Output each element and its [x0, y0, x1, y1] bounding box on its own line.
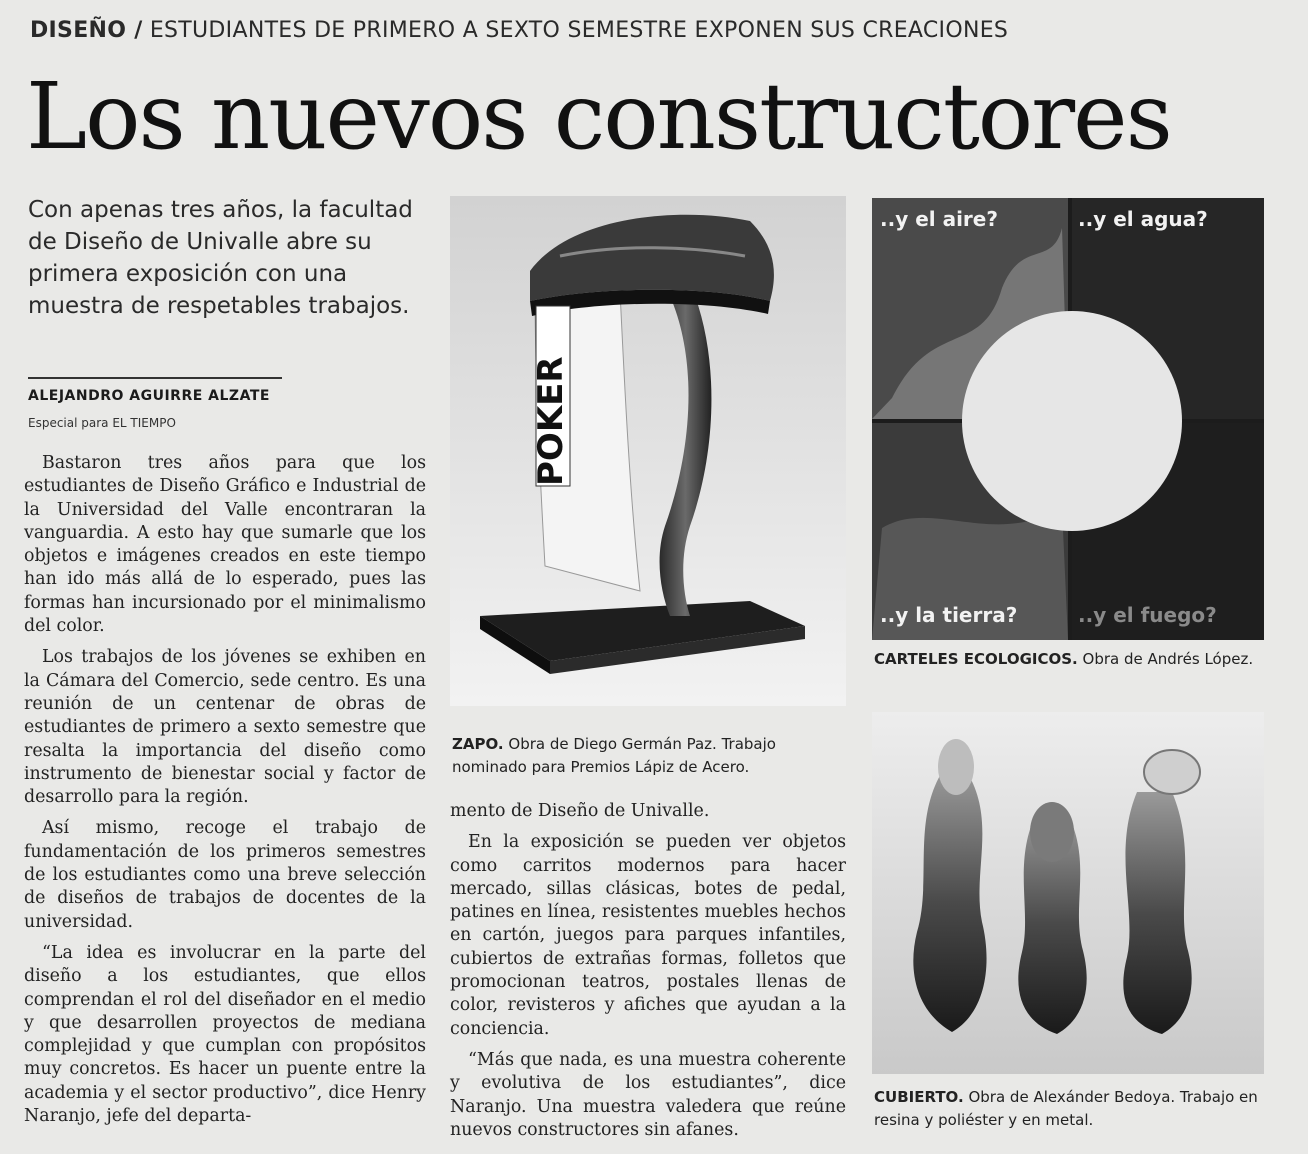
kicker-text: ESTUDIANTES DE PRIMERO A SEXTO SEMESTRE EXPONEN SUS CREACIONES — [149, 18, 1009, 43]
poker-word: POKER — [531, 356, 571, 486]
caption-label: CARTELES ECOLOGICOS. — [874, 650, 1078, 668]
body-column-2 — [450, 800, 846, 1150]
caption-carteles — [874, 648, 1264, 671]
zapo-photo — [450, 196, 846, 706]
caption-label: ZAPO. — [452, 735, 504, 753]
caption-zapo — [452, 733, 844, 779]
poster-q3: ..y la tierra? — [880, 603, 1018, 627]
caption-cubierto — [874, 1086, 1264, 1132]
lede: Con apenas tres años, la facultad de Diseño de Univalle abre su primera exposición con una muestra de respetables trabajos. — [28, 197, 413, 319]
cubierto-photo — [872, 712, 1264, 1074]
byline-credit: Especial para EL TIEMPO — [28, 416, 176, 430]
poster-q4: ..y el fuego? — [1078, 603, 1217, 627]
headline: Los nuevos constructores — [26, 63, 1171, 170]
poster-q1: ..y el aire? — [880, 207, 998, 231]
paragraph: En la exposición se pueden ver objetos como carritos modernos para hacer mercado, sillas clásicas, botes de pedal, patines en línea, resistentes muebles hechos en cartón, juegos para parques infantiles, cubiertos de extrañas formas, folletos que promocionan teatros, postales llenas de color, revisteros y afiches que ayudan a la conciencia. — [450, 832, 846, 1039]
section-kicker — [30, 18, 1008, 43]
caption-text: Obra de Diego Germán Paz. Trabajo nominado para Premios Lápiz de Acero. — [452, 735, 776, 776]
paragraph: Así mismo, recoge el trabajo de fundamentación de los primeros semestres de los estudiantes como una breve selección de diseños de trabajos de docentes de la universidad. — [24, 818, 426, 932]
paragraph: mento de Diseño de Univalle. — [450, 801, 710, 821]
zapo-illustration — [450, 196, 846, 706]
paragraph: “La idea es involucrar en la parte del diseño a los estudiantes, que ellos comprendan el rol del diseñador en el medio y que desarrollen proyectos de mediana complejidad y que cumplan con propósitos muy concretos. Es hacer un puente entre la academia y el sector productivo”, dice Henry Naranjo, jefe del departa- — [24, 942, 426, 1127]
paragraph: Bastaron tres años para que los estudiantes de Diseño Gráfico e Industrial de la Universidad del Valle encontraran la vanguardia. A esto hay que sumarle que los objetos e imágenes creados en este tiempo han ido más allá de lo esperado, pues las formas han incursionado por el minimalismo del color. — [24, 453, 426, 637]
caption-text: Obra de Andrés López. — [1082, 650, 1254, 668]
caption-text: Obra de Alexánder Bedoya. Trabajo en resina y poliéster y en metal. — [874, 1088, 1258, 1129]
paragraph: Los trabajos de los jóvenes se exhiben en la Cámara del Comercio, sede centro. Es una reunión de un centenar de obras de estudiantes de primero a sexto semestre que resalta la importancia del diseño como instrumento de bienestar social y factor de desarrollo para la región. — [24, 647, 426, 808]
kicker-section: DISEÑO / — [30, 18, 143, 43]
poster-q2: ..y el agua? — [1078, 207, 1208, 231]
carteles-photo — [872, 198, 1264, 640]
body-column-1 — [24, 452, 426, 1136]
carteles-illustration — [872, 198, 1264, 640]
caption-label: CUBIERTO. — [874, 1088, 964, 1106]
paragraph: “Más que nada, es una muestra coherente y evolutiva de los estudiantes”, dice Naranjo. Una muestra valedera que reúne nuevos constructores sin afanes. — [450, 1049, 846, 1140]
cubierto-illustration — [872, 712, 1264, 1074]
byline-author: ALEJANDRO AGUIRRE ALZATE — [28, 388, 270, 404]
byline-rule — [28, 377, 282, 379]
